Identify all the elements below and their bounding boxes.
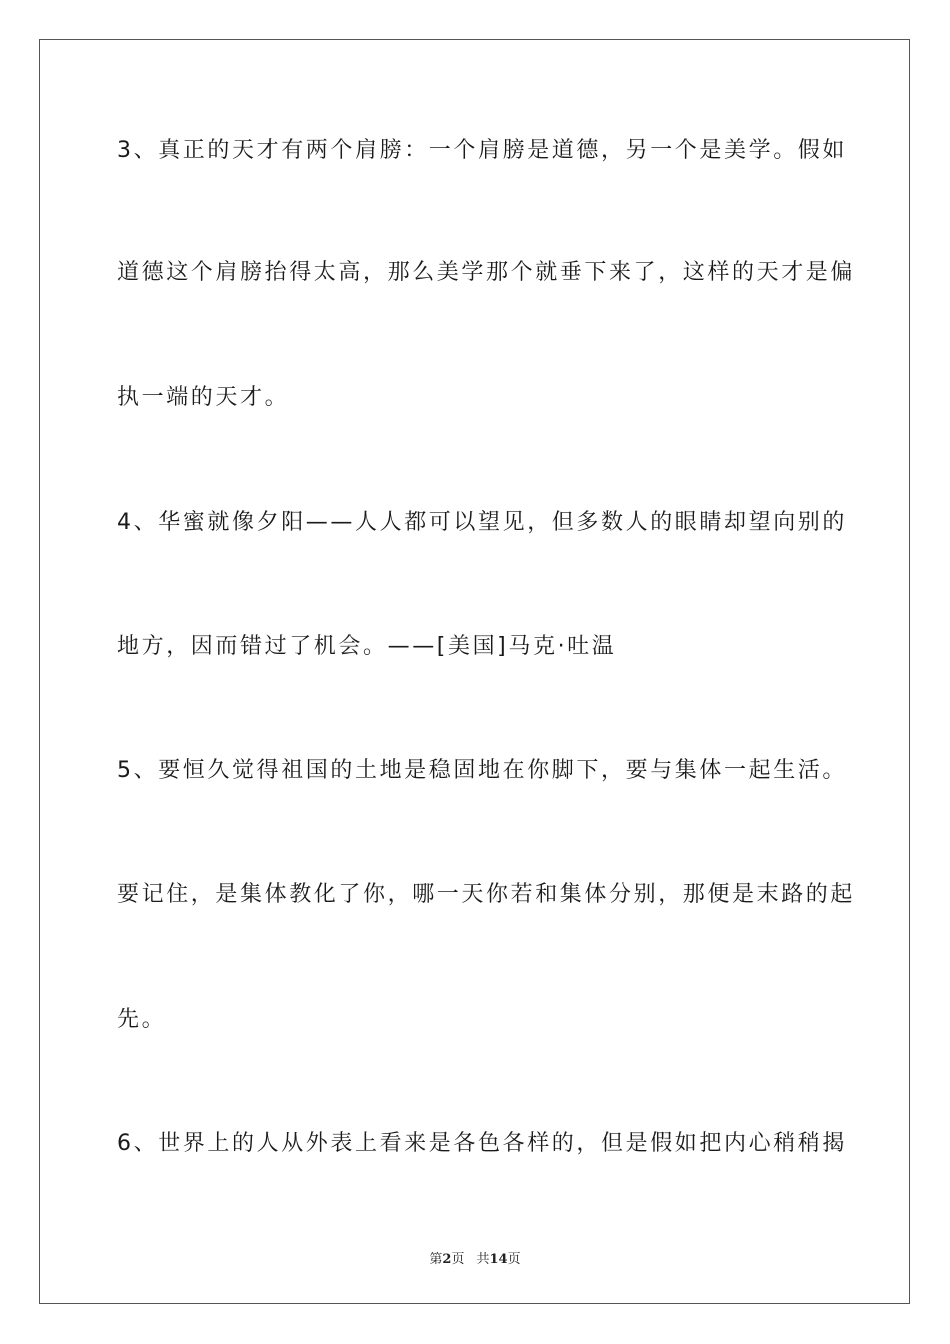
text-line-8: 先。 [117,1007,167,1032]
text-line-5: 地方，因而错过了机会。——[美国]马克·吐温 [117,634,617,659]
total-pages: 14 [489,1252,508,1267]
text-line-6: 5、要恒久觉得祖国的土地是稳固地在你脚下，要与集体一起生活。 [117,758,847,783]
text-line-4: 4、华蜜就像夕阳——人人都可以望见，但多数人的眼睛却望向别的 [117,510,847,535]
page-footer [0,1248,950,1267]
text-line-2: 道德这个肩膀抬得太高，那么美学那个就垂下来了，这样的天才是偏 [117,260,856,285]
total-suffix: 页 [507,1252,521,1267]
page-suffix: 页 [451,1252,465,1267]
page-number: 2 [442,1252,452,1267]
text-line-7: 要记住，是集体教化了你，哪一天你若和集体分别，那便是末路的起 [117,882,856,907]
total-prefix: 共 [476,1252,490,1267]
page-border [39,39,910,1304]
text-line-9: 6、世界上的人从外表上看来是各色各样的，但是假如把内心稍稍揭 [117,1131,847,1156]
text-line-3: 执一端的天才。 [117,385,290,410]
page-prefix: 第 [429,1252,443,1267]
text-line-1: 3、真正的天才有两个肩膀：一个肩膀是道德，另一个是美学。假如 [117,138,847,163]
